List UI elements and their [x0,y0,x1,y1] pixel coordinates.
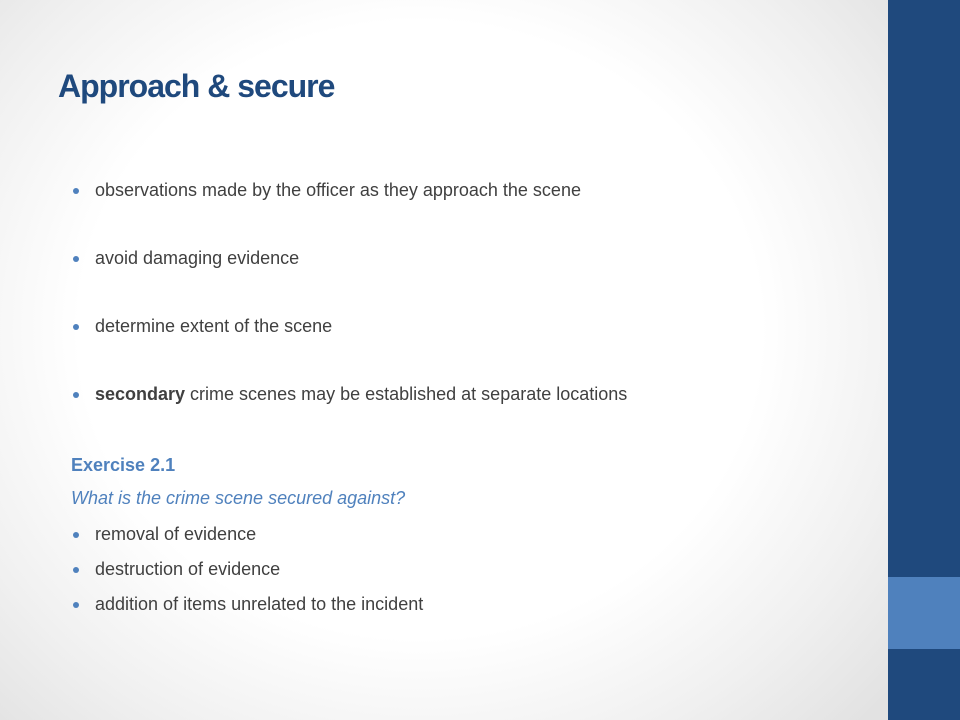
slide-title: Approach & secure [58,68,335,104]
answer-text: destruction of evidence [95,559,281,579]
bullet-text: avoid damaging evidence [95,248,300,268]
bullet-text: observations made by the officer as they approach the scene [95,180,581,200]
bullet-dot-icon [73,392,79,398]
bullet-text [95,384,627,405]
answer-text: removal of evidence [95,524,257,544]
bullet-text: determine extent of the scene [95,316,333,336]
bullet-rest: crime scenes may be established at separate locations [185,384,628,404]
bullet-emphasis: secondary [95,384,186,404]
bullet-dot-icon [73,567,79,573]
answer-text: addition of items unrelated to the incident [95,594,424,614]
bullet-dot-icon [73,324,79,330]
exercise-label: Exercise 2.1 [71,455,176,475]
bullet-dot-icon [73,602,79,608]
bullet-dot-icon [73,188,79,194]
side-band-accent [888,577,960,649]
bullet-dot-icon [73,256,79,262]
bullet-dot-icon [73,532,79,538]
exercise-question: What is the crime scene secured against? [71,488,406,508]
